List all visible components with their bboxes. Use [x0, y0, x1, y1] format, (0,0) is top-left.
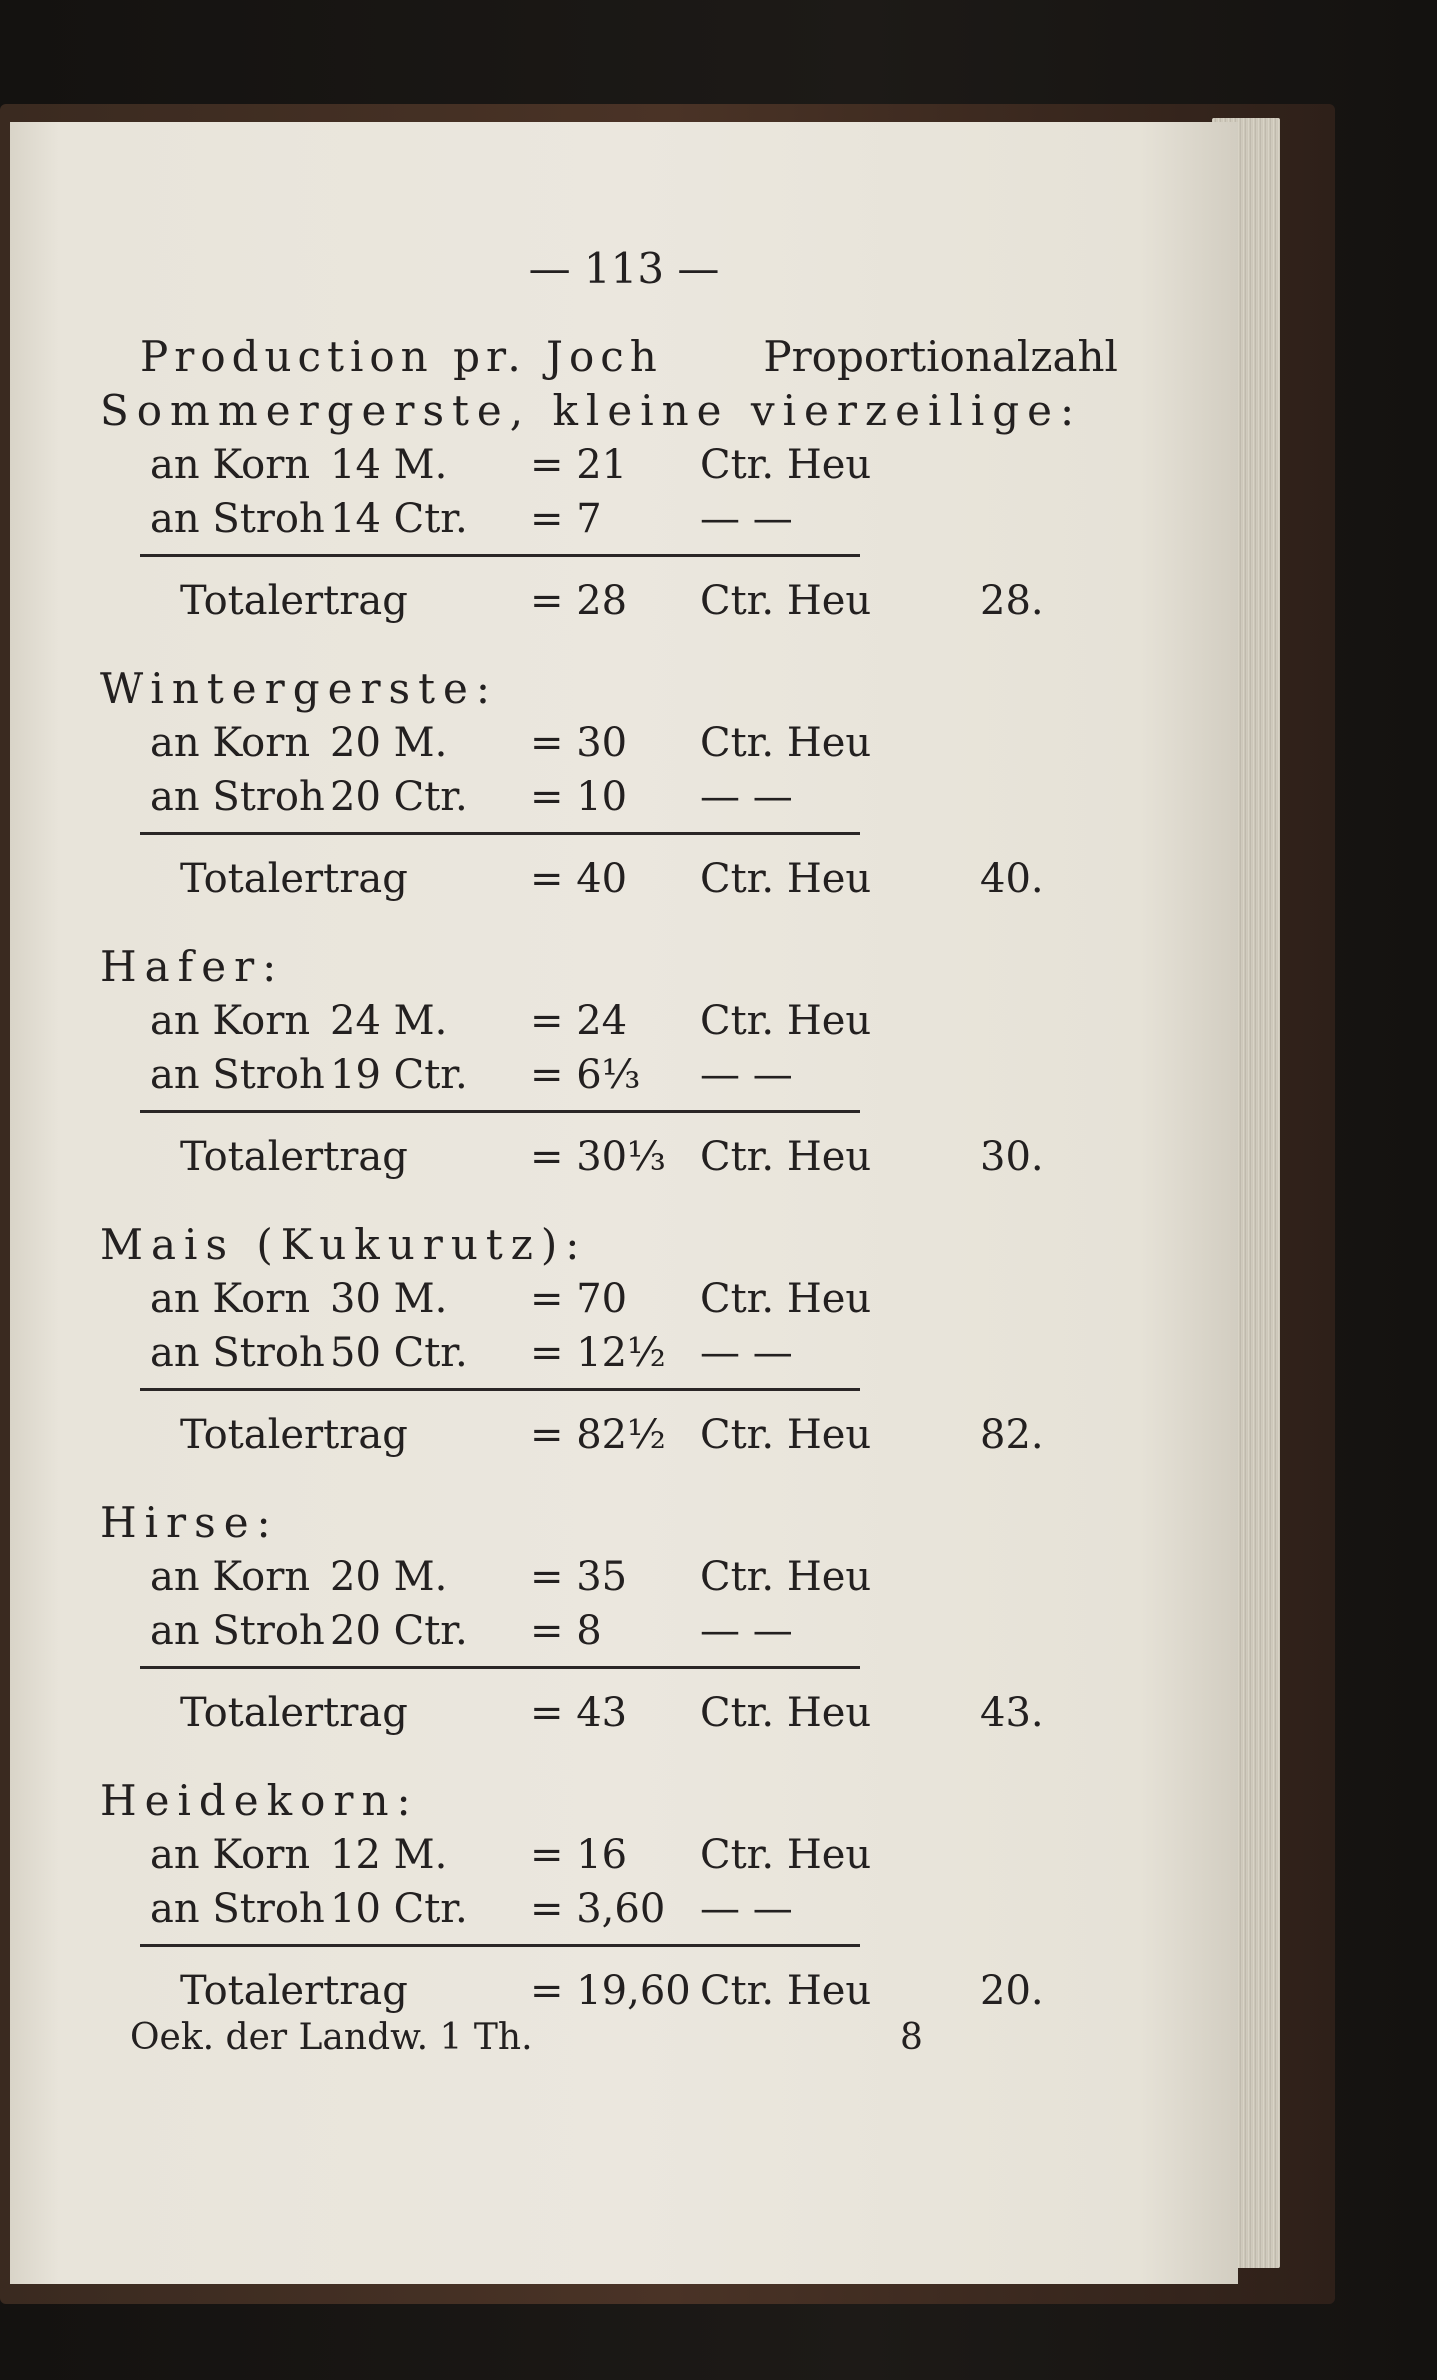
crop-section: [100, 662, 1100, 910]
row-equivalent: = 12½: [530, 1330, 666, 1376]
row-unit: — —: [700, 1886, 793, 1932]
row-equivalent: = 6⅓: [530, 1052, 641, 1098]
crop-title: Heidekorn:: [100, 1776, 419, 1825]
straw-row: [100, 770, 1100, 824]
row-label: an Korn: [150, 442, 311, 488]
crop-section: [100, 1496, 1100, 1744]
total-unit: Ctr. Heu: [700, 1690, 872, 1736]
row-unit: Ctr. Heu: [700, 720, 872, 766]
crop-title: Hafer:: [100, 942, 285, 991]
straw-row: [100, 492, 1100, 546]
total-label: Totalertrag: [180, 1690, 408, 1736]
row-equivalent: = 8: [530, 1608, 602, 1654]
crop-title: Hirse:: [100, 1498, 279, 1547]
row-quantity: 14 Ctr.: [330, 496, 468, 542]
row-label: an Stroh: [150, 1330, 325, 1376]
straw-row: [100, 1048, 1100, 1102]
total-equivalent: = 28: [530, 578, 628, 624]
row-quantity: 20 Ctr.: [330, 774, 468, 820]
grain-row: [100, 994, 1100, 1048]
sum-rule: [100, 824, 1100, 848]
straw-row: [100, 1882, 1100, 1936]
row-equivalent: = 16: [530, 1832, 628, 1878]
total-label: Totalertrag: [180, 1968, 408, 2014]
total-unit: Ctr. Heu: [700, 1134, 872, 1180]
total-row: [100, 848, 1100, 910]
row-unit: Ctr. Heu: [700, 1554, 872, 1600]
total-equivalent: = 40: [530, 856, 628, 902]
row-quantity: 24 M.: [330, 998, 448, 1044]
row-label: an Korn: [150, 1554, 311, 1600]
row-equivalent: = 10: [530, 774, 628, 820]
row-quantity: 20 M.: [330, 720, 448, 766]
total-unit: Ctr. Heu: [700, 578, 872, 624]
grain-row: [100, 1550, 1100, 1604]
row-label: an Stroh: [150, 1052, 325, 1098]
row-equivalent: = 3,60: [530, 1886, 666, 1932]
row-unit: — —: [700, 774, 793, 820]
crop-section: [100, 1774, 1100, 2022]
row-label: an Korn: [150, 1832, 311, 1878]
total-unit: Ctr. Heu: [700, 1968, 872, 2014]
heading-proportional: Proportionalzahl: [763, 332, 1118, 381]
proportional-number: 40.: [980, 856, 1044, 902]
grain-row: [100, 716, 1100, 770]
row-unit: Ctr. Heu: [700, 998, 872, 1044]
total-equivalent: = 43: [530, 1690, 628, 1736]
row-label: an Stroh: [150, 496, 325, 542]
proportional-number: 20.: [980, 1968, 1044, 2014]
row-quantity: 20 Ctr.: [330, 1608, 468, 1654]
total-equivalent: = 30⅓: [530, 1134, 666, 1180]
row-label: an Korn: [150, 998, 311, 1044]
row-equivalent: = 30: [530, 720, 628, 766]
row-unit: — —: [700, 1330, 793, 1376]
row-quantity: 10 Ctr.: [330, 1886, 468, 1932]
total-row: [100, 1682, 1100, 1744]
row-label: an Stroh: [150, 1886, 325, 1932]
sum-rule: [100, 1102, 1100, 1126]
total-label: Totalertrag: [180, 856, 408, 902]
proportional-number: 82.: [980, 1412, 1044, 1458]
row-label: an Stroh: [150, 774, 325, 820]
row-quantity: 12 M.: [330, 1832, 448, 1878]
row-unit: — —: [700, 496, 793, 542]
total-unit: Ctr. Heu: [700, 856, 872, 902]
total-equivalent: = 82½: [530, 1412, 666, 1458]
total-row: [100, 570, 1100, 632]
signature-mark: Oek. der Landw. 1 Th.: [130, 2017, 533, 2058]
proportional-number: 43.: [980, 1690, 1044, 1736]
row-unit: Ctr. Heu: [700, 442, 872, 488]
total-row: [100, 1404, 1100, 1466]
crop-section: [100, 940, 1100, 1188]
crop-title: Sommergerste, kleine vierzeilige:: [100, 386, 1083, 435]
sum-rule: [100, 1936, 1100, 1960]
total-row: [100, 1126, 1100, 1188]
straw-row: [100, 1604, 1100, 1658]
row-equivalent: = 35: [530, 1554, 628, 1600]
row-equivalent: = 7: [530, 496, 602, 542]
row-equivalent: = 70: [530, 1276, 628, 1322]
row-equivalent: = 24: [530, 998, 628, 1044]
row-quantity: 30 M.: [330, 1276, 448, 1322]
total-unit: Ctr. Heu: [700, 1412, 872, 1458]
crop-section: [100, 1218, 1100, 1466]
crop-title: Mais (Kukurutz):: [100, 1220, 588, 1269]
row-quantity: 19 Ctr.: [330, 1052, 468, 1098]
row-label: an Stroh: [150, 1608, 325, 1654]
row-unit: Ctr. Heu: [700, 1276, 872, 1322]
page-number: — 113 —: [528, 244, 720, 293]
row-label: an Korn: [150, 720, 311, 766]
total-label: Totalertrag: [180, 1134, 408, 1180]
book-page: [10, 122, 1238, 2284]
proportional-number: 30.: [980, 1134, 1044, 1180]
total-equivalent: = 19,60: [530, 1968, 691, 2014]
crop-section: [100, 384, 1100, 632]
grain-row: [100, 1272, 1100, 1326]
straw-row: [100, 1326, 1100, 1380]
row-quantity: 50 Ctr.: [330, 1330, 468, 1376]
grain-row: [100, 1828, 1100, 1882]
crop-title: Wintergerste:: [100, 664, 498, 713]
row-equivalent: = 21: [530, 442, 628, 488]
proportional-number: 28.: [980, 578, 1044, 624]
row-unit: — —: [700, 1608, 793, 1654]
sum-rule: [100, 546, 1100, 570]
row-unit: — —: [700, 1052, 793, 1098]
row-quantity: 14 M.: [330, 442, 448, 488]
heading-production: Production pr. Joch: [140, 332, 663, 381]
total-label: Totalertrag: [180, 578, 408, 624]
grain-row: [100, 438, 1100, 492]
row-quantity: 20 M.: [330, 1554, 448, 1600]
row-label: an Korn: [150, 1276, 311, 1322]
total-label: Totalertrag: [180, 1412, 408, 1458]
sum-rule: [100, 1380, 1100, 1404]
sum-rule: [100, 1658, 1100, 1682]
gathering-mark: 8: [900, 2017, 923, 2058]
total-row: [100, 1960, 1100, 2022]
row-unit: Ctr. Heu: [700, 1832, 872, 1878]
